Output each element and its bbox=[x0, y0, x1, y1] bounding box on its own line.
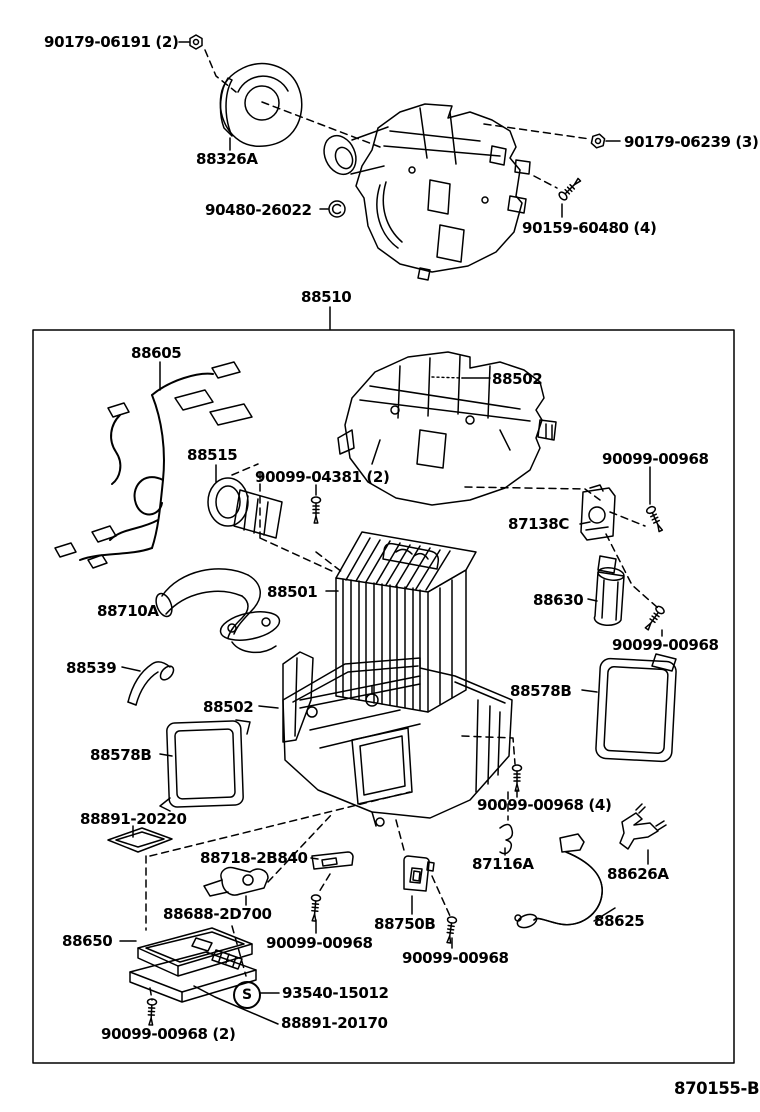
part-label-90099-00968-mid-right: 90099-00968 bbox=[612, 636, 719, 654]
switch-88750b-drawing bbox=[404, 856, 434, 891]
part-label-88502-lower: 88502 bbox=[203, 698, 254, 716]
part-label-88688-2d700: 88688-2D700 bbox=[163, 905, 272, 923]
screw-icon bbox=[310, 895, 321, 922]
pad-88891-20220-drawing bbox=[108, 828, 172, 852]
s-symbol-letter: S bbox=[241, 987, 253, 1003]
bracket-88626a-drawing bbox=[620, 804, 666, 849]
part-label-88891-20170: 88891-20170 bbox=[281, 1014, 388, 1032]
part-label-88515: 88515 bbox=[187, 446, 238, 464]
part-label-88510: 88510 bbox=[301, 288, 352, 306]
part-label-88578b-right: 88578B bbox=[510, 682, 572, 700]
screw-icon bbox=[643, 605, 665, 631]
part-label-88578b-left: 88578B bbox=[90, 746, 152, 764]
part-label-88502-upper: 88502 bbox=[492, 370, 543, 388]
screw-icon bbox=[558, 177, 583, 202]
part-label-90179-06191: 90179-06191 (2) bbox=[44, 33, 179, 51]
screw-icon bbox=[646, 505, 665, 532]
part-label-87138c: 87138C bbox=[508, 515, 570, 533]
part-label-88891-20220: 88891-20220 bbox=[80, 810, 187, 828]
hose-88539-drawing bbox=[128, 662, 176, 705]
packing-frame-88578b-right-drawing bbox=[595, 654, 676, 762]
part-label-90159-60480: 90159-60480 (4) bbox=[522, 219, 657, 237]
part-label-88626a: 88626A bbox=[607, 865, 669, 883]
part-label-90099-00968-4: 90099-00968 (4) bbox=[477, 796, 612, 814]
nut-icon bbox=[591, 133, 606, 149]
resistor-88515-drawing bbox=[208, 478, 282, 538]
leader-lines bbox=[120, 42, 662, 1024]
duct-88710a-drawing bbox=[153, 569, 282, 653]
part-label-90099-00968-bottom: 90099-00968 bbox=[402, 949, 509, 967]
screw-icon bbox=[312, 497, 321, 523]
wiring-harness-88605-drawing bbox=[55, 362, 252, 568]
part-label-90099-04381: 90099-04381 (2) bbox=[255, 468, 390, 486]
s-symbol bbox=[233, 981, 261, 1009]
part-label-88650: 88650 bbox=[62, 932, 113, 950]
nut-icon bbox=[190, 35, 202, 49]
evaporator-88501-drawing bbox=[336, 532, 476, 712]
part-label-90099-00968-top-right: 90099-00968 bbox=[602, 450, 709, 468]
screw-icon bbox=[146, 999, 156, 1025]
part-label-88326a: 88326A bbox=[196, 150, 258, 168]
part-label-90179-06239: 90179-06239 (3) bbox=[624, 133, 759, 151]
part-label-90099-00968-2: 90099-00968 (2) bbox=[101, 1025, 236, 1043]
packing-frame-88578b-left-drawing bbox=[160, 720, 250, 811]
thermistor-88625-drawing bbox=[515, 834, 602, 930]
part-label-88750b: 88750B bbox=[374, 915, 436, 933]
screw-icon bbox=[513, 765, 522, 791]
part-label-87116a: 87116A bbox=[472, 855, 534, 873]
grommet-icon bbox=[329, 201, 345, 217]
watermark bbox=[55, 478, 727, 650]
part-label-90099-00968-center: 90099-00968 bbox=[266, 934, 373, 952]
part-label-88630: 88630 bbox=[533, 591, 584, 609]
seal-88326a-drawing bbox=[220, 64, 301, 147]
resistor-88630-drawing bbox=[594, 556, 624, 625]
screw-icon bbox=[444, 916, 457, 943]
bracket-88718-2b840-drawing bbox=[312, 852, 353, 869]
part-label-88625: 88625 bbox=[594, 912, 645, 930]
part-label-88501: 88501 bbox=[267, 583, 318, 601]
dotted-leader bbox=[432, 377, 462, 378]
part-label-88718-2b840: 88718-2B840 bbox=[200, 849, 308, 867]
part-label-88539: 88539 bbox=[66, 659, 117, 677]
bracket-88688-2d700-drawing bbox=[204, 868, 268, 896]
part-label-88710a: 88710A bbox=[97, 602, 159, 620]
clip-87116a-drawing bbox=[500, 824, 512, 853]
blower-assembly-drawing bbox=[318, 104, 530, 280]
part-label-93540-15012: 93540-15012 bbox=[282, 984, 389, 1002]
figure-number: 870155-B bbox=[674, 1079, 760, 1099]
part-label-90480-26022: 90480-26022 bbox=[205, 201, 312, 219]
part-label-88605: 88605 bbox=[131, 344, 182, 362]
